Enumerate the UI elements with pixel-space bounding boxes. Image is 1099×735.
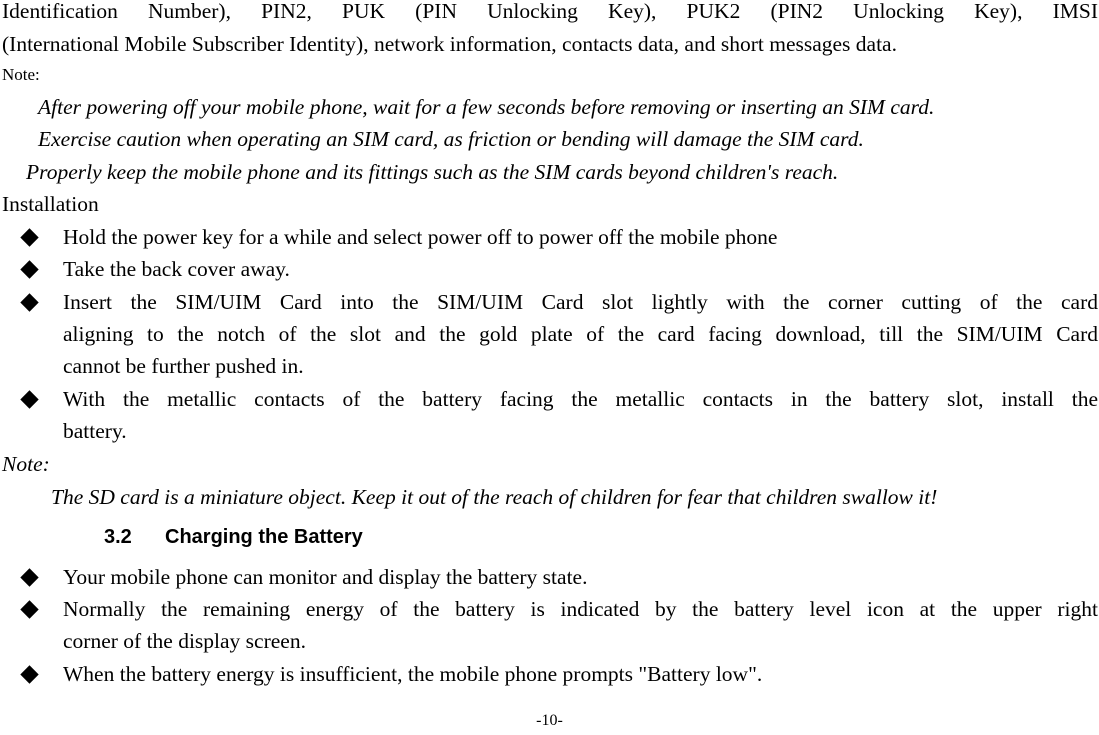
note-2-label: Note: bbox=[2, 452, 50, 476]
diamond-bullet-icon bbox=[20, 665, 38, 683]
note-label: Note: bbox=[2, 65, 40, 84]
note-item-2: Exercise caution when operating an SIM card, as friction or bending will damage the SIM card. bbox=[38, 127, 864, 151]
diamond-bullet-icon bbox=[20, 568, 38, 586]
charging-item-2-line-2: corner of the display screen. bbox=[63, 629, 306, 653]
installation-title: Installation bbox=[2, 192, 99, 216]
charging-item-1: Your mobile phone can monitor and display the battery state. bbox=[63, 565, 588, 589]
section-number: 3.2 bbox=[104, 526, 132, 548]
charging-item-2-line-1: Normally the remaining energy of the battery is indicated by the battery level icon at the upper right bbox=[63, 597, 1098, 621]
install-step-3-line-2: aligning to the notch of the slot and the gold plate of the card facing download, till the SIM/UIM Card bbox=[63, 322, 1098, 346]
section-title: Charging the Battery bbox=[165, 526, 363, 548]
diamond-bullet-icon bbox=[20, 390, 38, 408]
diamond-bullet-icon bbox=[20, 293, 38, 311]
install-step-4-line-1: With the metallic contacts of the battery facing the metallic contacts in the battery slot, install the bbox=[63, 387, 1098, 411]
diamond-bullet-icon bbox=[20, 228, 38, 246]
install-step-4-line-2: battery. bbox=[63, 419, 127, 443]
charging-item-3: When the battery energy is insufficient, the mobile phone prompts "Battery low". bbox=[63, 662, 763, 686]
install-step-2: Take the back cover away. bbox=[63, 257, 290, 281]
diamond-bullet-icon bbox=[20, 260, 38, 278]
note-item-1: After powering off your mobile phone, wait for a few seconds before removing or inserting an SIM card. bbox=[38, 95, 935, 119]
install-step-3-line-1: Insert the SIM/UIM Card into the SIM/UIM Card slot lightly with the corner cutting of the card bbox=[63, 290, 1098, 314]
note-item-3: Properly keep the mobile phone and its fittings such as the SIM cards beyond children's reach. bbox=[26, 160, 839, 184]
diamond-bullet-icon bbox=[20, 600, 38, 618]
install-step-3-line-3: cannot be further pushed in. bbox=[63, 354, 304, 378]
intro-line-2: (International Mobile Subscriber Identity), network information, contacts data, and short messages data. bbox=[2, 32, 897, 56]
page-number: -10- bbox=[536, 712, 563, 729]
install-step-1: Hold the power key for a while and select power off to power off the mobile phone bbox=[63, 225, 778, 249]
note-2-text: The SD card is a miniature object. Keep it out of the reach of children for fear that children swallow it! bbox=[51, 485, 938, 509]
intro-line-1: Identification Number), PIN2, PUK (PIN Unlocking Key), PUK2 (PIN2 Unlocking Key), IMSI bbox=[2, 0, 1098, 23]
